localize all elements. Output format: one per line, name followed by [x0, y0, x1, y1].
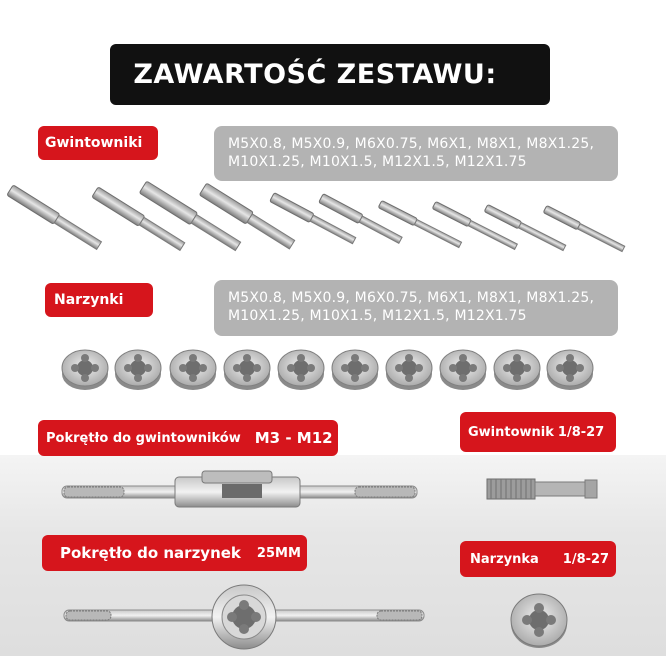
extra-die-label-text: Narzynka [470, 551, 539, 567]
tap-wrench-label-text: Pokrętło do gwintowników [46, 430, 241, 446]
taps-sizes-box [214, 126, 618, 181]
die-wrench-label [42, 535, 307, 571]
die-2 [115, 350, 161, 390]
die-wrench-image [62, 582, 432, 652]
extra-tap-label-text: Gwintownik [468, 424, 554, 440]
dies-label-text: Narzynki [54, 292, 124, 308]
extra-tap-image [485, 472, 600, 506]
tap-6 [319, 194, 403, 245]
tap-8 [432, 201, 518, 250]
taps-label [38, 126, 158, 160]
taps-image [0, 175, 666, 270]
tap-wrench-image [60, 465, 420, 520]
die-wrench-value: 25MM [256, 545, 301, 561]
extra-die-image [508, 590, 570, 650]
dies-sizes-text: M5X0.8, M5X0.9, M6X0.75, M6X1, M8X1, M8X1.25, M10X1.25, M10X1.5, M12X1.5, M12X1.75 [228, 290, 595, 324]
tap-1 [7, 185, 102, 251]
tap-3 [139, 181, 241, 252]
taps-sizes-text: M5X0.8, M5X0.9, M6X0.75, M6X1, M8X1, M8X1.25, M10X1.25, M10X1.5, M12X1.5, M12X1.75 [228, 136, 595, 170]
tap-4 [199, 183, 295, 251]
dies-image [60, 344, 605, 394]
tap-wrench-value: M3 - M12 [254, 429, 333, 447]
page-title: ZAWARTOŚĆ ZESTAWU: [133, 59, 497, 90]
tap-wrench-label [38, 420, 338, 456]
extra-tap-value: 1/8-27 [557, 424, 605, 440]
dies-sizes-box [214, 280, 618, 336]
dies-label [45, 283, 153, 317]
tap-7 [378, 200, 462, 248]
extra-die-label [460, 541, 616, 577]
extra-die-value: 1/8-27 [562, 551, 610, 567]
die-wrench-label-text: Pokrętło do narzynek [60, 544, 241, 562]
title-banner [110, 44, 550, 105]
extra-tap-label [460, 412, 616, 452]
taps-label-text: Gwintowniki [45, 135, 143, 151]
